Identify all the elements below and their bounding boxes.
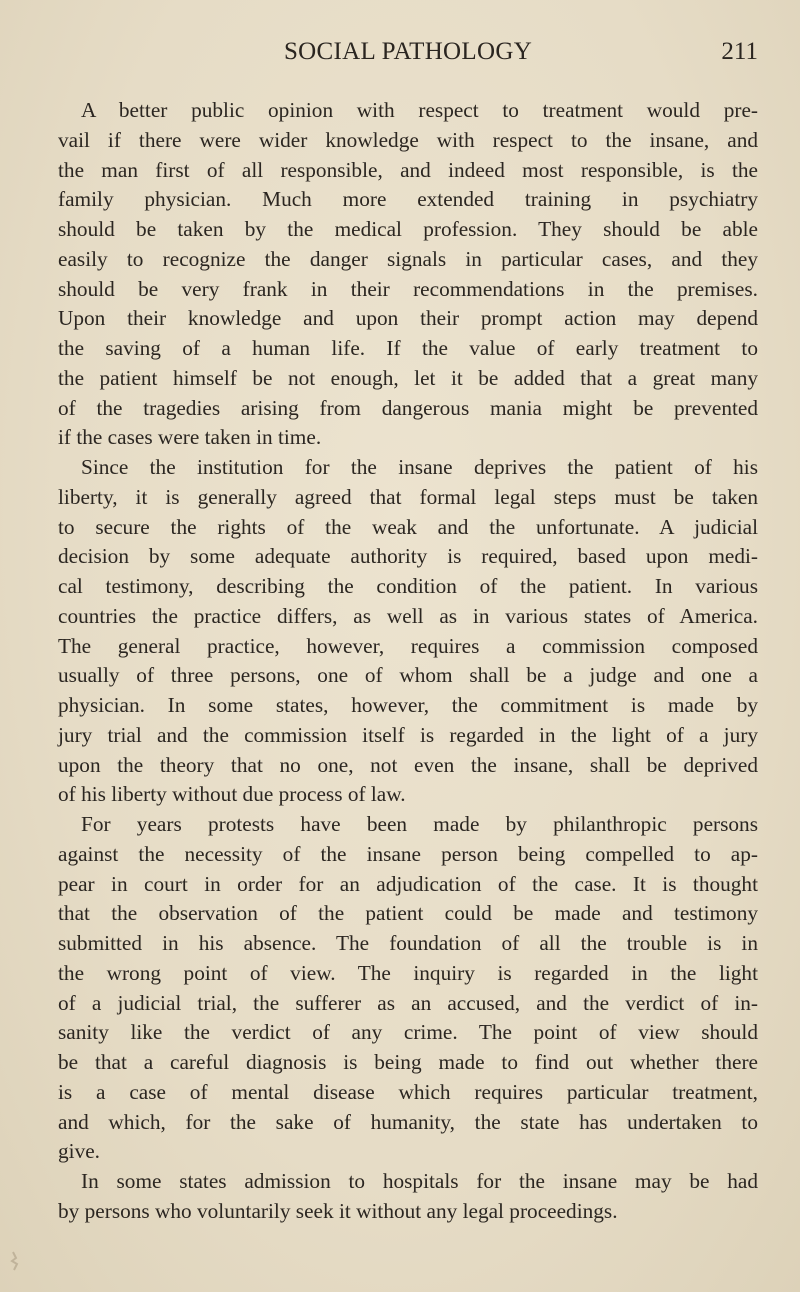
text-line: countries the practice differs, as well as in various states of America. — [58, 603, 758, 628]
text-line: that the observation of the patient could be made and testimony — [58, 901, 758, 926]
text-line: easily to recognize the danger signals in particular cases, and they — [58, 246, 758, 271]
text-line: and which, for the sake of humanity, the state has undertaken to — [58, 1109, 758, 1134]
text-line: the wrong point of view. The inquiry is regarded in the light — [58, 960, 758, 985]
body-text — [58, 96, 758, 1227]
text-line: is a case of mental disease which requires particular treatment, — [58, 1079, 758, 1104]
text-line: jury trial and the commission itself is regarded in the light of a jury — [58, 722, 758, 747]
text-line: sanity like the verdict of any crime. The point of view should — [58, 1020, 758, 1045]
text-line: be that a careful diagnosis is being made to find out whether there — [58, 1050, 758, 1074]
text-line: should be very frank in their recommendations in the premises. — [58, 276, 758, 301]
text-line: by persons who voluntarily seek it without any legal proceedings. — [58, 1198, 618, 1223]
paper-speck-mark — [10, 1250, 24, 1272]
paragraph — [58, 96, 758, 453]
text-line: to secure the rights of the weak and the unfortunate. A judicial — [58, 514, 758, 539]
text-line: decision by some adequate authority is required, based upon medi- — [58, 544, 758, 569]
text-line: Upon their knowledge and upon their prompt action may depend — [58, 306, 758, 331]
text-line: A better public opinion with respect to treatment would pre- — [81, 98, 758, 122]
text-line: upon the theory that no one, not even the insane, shall be deprived — [58, 752, 758, 777]
text-line: Since the institution for the insane deprives the patient of his — [81, 455, 758, 479]
running-title: SOCIAL PATHOLOGY — [283, 38, 533, 65]
text-line: give. — [58, 1139, 100, 1164]
text-line: of a judicial trial, the sufferer as an accused, and the verdict of in- — [58, 990, 758, 1015]
text-line: vail if there were wider knowledge with respect to the insane, and — [58, 127, 758, 152]
text-line: against the necessity of the insane person being compelled to ap- — [58, 841, 758, 866]
text-line: physician. In some states, however, the commitment is made by — [58, 693, 758, 717]
text-line: the patient himself be not enough, let it be added that a great many — [58, 365, 758, 390]
page-header — [58, 38, 758, 74]
text-line: liberty, it is generally agreed that formal legal steps must be taken — [58, 484, 758, 509]
text-line: the saving of a human life. If the value of early treatment to — [58, 336, 758, 360]
text-line: The general practice, however, requires a commission composed — [58, 633, 758, 658]
page-number: 211 — [721, 38, 758, 65]
paragraph — [58, 453, 758, 810]
text-line: should be taken by the medical profession. They should be able — [58, 217, 758, 241]
text-line: pear in court in order for an adjudication of the case. It is thought — [58, 871, 758, 896]
text-line: submitted in his absence. The foundation of all the trouble is in — [58, 931, 758, 955]
text-line: if the cases were taken in time. — [58, 425, 322, 450]
text-line: usually of three persons, one of whom shall be a judge and one a — [58, 663, 758, 688]
text-line: family physician. Much more extended training in psychiatry — [58, 187, 758, 212]
text-line: cal testimony, describing the condition of the patient. In various — [58, 574, 758, 598]
text-line: the man first of all responsible, and indeed most responsible, is the — [58, 157, 758, 182]
text-line: of the tragedies arising from dangerous mania might be prevented — [58, 395, 758, 420]
text-line: of his liberty without due process of law. — [58, 782, 406, 807]
text-line: In some states admission to hospitals for the insane may be had — [81, 1169, 758, 1193]
paragraph — [58, 1167, 758, 1227]
text-line: For years protests have been made by philanthropic persons — [81, 812, 758, 836]
paragraph — [58, 810, 758, 1167]
